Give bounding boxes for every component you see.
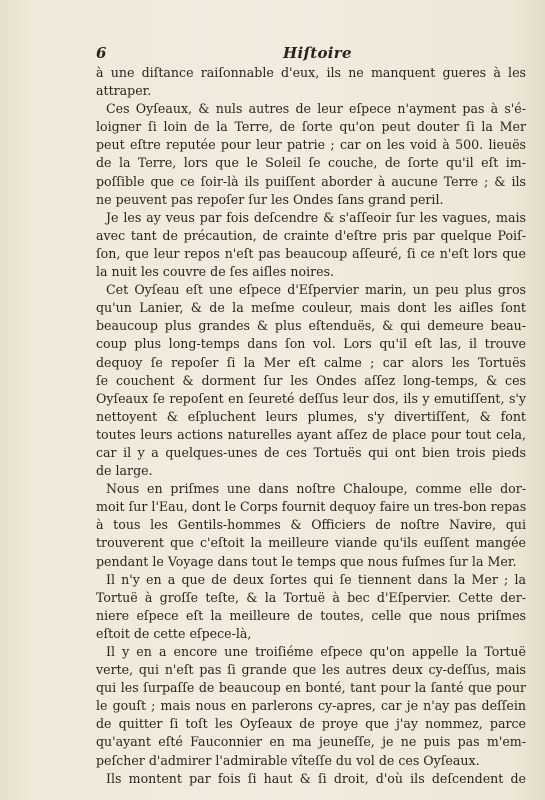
page-number: 6 bbox=[96, 44, 107, 62]
text-line: Ces Oyſeaux, & nuls autres de leur eſpece n'ayment pas à s'é- bbox=[106, 101, 526, 117]
text-line: loigner ſi loin de la Terre, de ſorte qu'on peut douter ſi la Mer bbox=[96, 119, 526, 135]
text-line: moit ſur l'Eau, dont le Corps fournit dequoy faire un tres-bon repas bbox=[96, 499, 527, 515]
text-line: Cet Oyſeau eſt une eſpece d'Eſpervier marin, un peu plus gros bbox=[106, 282, 526, 298]
text-line: pendant le Voyage dans tout le temps que nous fuſmes ſur la Mer. bbox=[96, 553, 517, 569]
text-line: de la Terre, lors que le Soleil ſe couche, de ſorte qu'il eſt im- bbox=[96, 155, 526, 171]
text-line: trouverent que c'eſtoit la meilleure viande qu'ils euſſent mangée bbox=[96, 535, 526, 551]
text-line: peſcher d'admirer l'admirable vîteſſe du vol de ces Oyſeaux. bbox=[96, 752, 480, 768]
text-line: Je les ay veus par fois deſcendre & s'aſſeoir ſur les vagues, mais bbox=[106, 209, 526, 225]
text-line: à tous les Gentils-hommes & Officiers de noſtre Navire, qui bbox=[96, 517, 526, 533]
text-line: de quitter ſi toſt les Oyſeaux de proye que j'ay nommez, parce bbox=[96, 716, 526, 732]
text-line: coup plus long-temps dans ſon vol. Lors qu'il eſt las, il trouve bbox=[96, 336, 526, 352]
text-line: Il y en a encore une troiſiéme eſpece qu'on appelle la Tortuë bbox=[106, 644, 526, 659]
text-line: à une diſtance raiſonnable d'eux, ils ne manquent gueres à les bbox=[96, 65, 526, 80]
page-header bbox=[96, 44, 516, 66]
text-line: dequoy ſe repoſer ſi la Mer eſt calme ; car alors les Tortuës bbox=[96, 354, 526, 370]
text-line: le gouſt ; mais nous en parlerons cy-apres, car je n'ay pas deſſein bbox=[96, 698, 526, 714]
text-line: car il y a quelques-unes de ces Tortuës qui ont bien trois pieds bbox=[96, 444, 526, 460]
text-line: nettoyent & eſpluchent leurs plumes, s'y divertiſſent, & font bbox=[96, 408, 526, 424]
body-text bbox=[96, 64, 526, 788]
text-line: Ils montent par fois ſi haut & ſi droit, d'où ils deſcendent de bbox=[106, 770, 526, 786]
text-line: niere eſpece eſt la meilleure de toutes, celle que nous priſmes bbox=[96, 607, 526, 623]
text-line: Tortuë à groſſe teſte, & la Tortuë à bec d'Eſpervier. Cette der- bbox=[96, 589, 526, 605]
text-line: ſon, que leur repos n'eſt pas beaucoup aſſeuré, ſi ce n'eſt lors que bbox=[96, 245, 526, 261]
text-line: verte, qui n'eſt pas ſi grande que les autres deux cy-deſſus, mais bbox=[96, 662, 526, 678]
text-line: attraper. bbox=[96, 83, 152, 99]
text-line: Oyſeaux ſe repoſent en ſeureté deſſus leur dos, ils y emutiſſent, s'y bbox=[96, 390, 526, 406]
text-line: poſſible que ce ſoir-là ils puiſſent aborder à aucune Terre ; & ils bbox=[96, 173, 526, 189]
text-line: qu'ayant eſté Fauconnier en ma jeuneſſe, je ne puis pas m'em- bbox=[96, 734, 526, 750]
text-line: qu'un Lanier, & de la meſme couleur, mais dont les aiſles ſont bbox=[96, 300, 526, 316]
text-line: eſtoit de cette eſpece-là, bbox=[96, 625, 252, 641]
text-line: la nuit les couvre de ſes aiſles noires. bbox=[96, 264, 335, 280]
text-line: ſe couchent & dorment ſur les Ondes aſſez long-temps, & ces bbox=[96, 372, 526, 388]
text-line: qui les ſurpaſſe de beaucoup en bonté, tant pour la ſanté que pour bbox=[96, 680, 526, 696]
text-line: beaucoup plus grandes & plus eſtenduës, & qui demeure beau- bbox=[96, 318, 526, 334]
text-line: toutes leurs actions naturelles ayant aſſez de place pour tout cela, bbox=[96, 426, 526, 442]
text-line: de large. bbox=[96, 463, 153, 479]
text-line: Nous en priſmes une dans noſtre Chaloupe, comme elle dor- bbox=[106, 481, 526, 497]
running-title: Hiſtoire bbox=[283, 44, 352, 62]
text-line: avec tant de précaution, de crainte d'eſtre pris par quelque Poiſ- bbox=[96, 227, 526, 243]
text-line: ne peuvent pas repoſer ſur les Ondes ſans grand peril. bbox=[96, 191, 444, 207]
text-line: peut eſtre reputée pour leur patrie ; car on les void à 500. lieuës bbox=[96, 137, 526, 153]
text-line: Il n'y en a que de deux ſortes qui ſe tiennent dans la Mer ; la bbox=[106, 571, 526, 587]
